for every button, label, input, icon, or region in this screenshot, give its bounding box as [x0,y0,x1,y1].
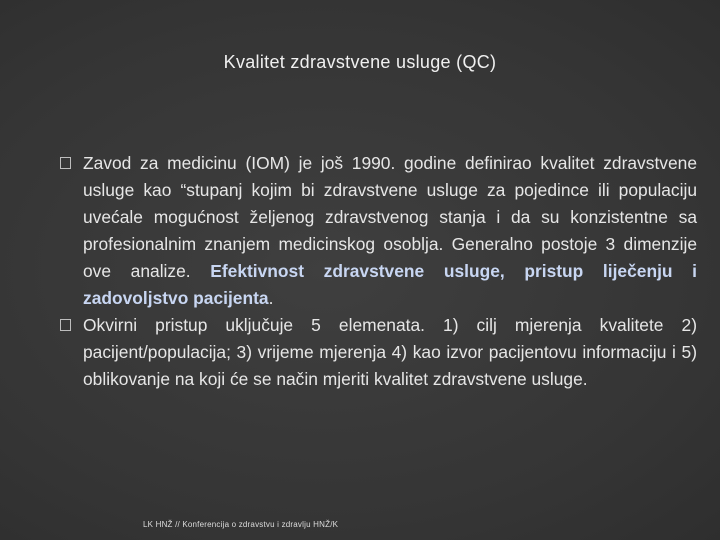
bullet-item [83,312,697,393]
bullet-text: Okvirni pristup uključuje 5 elemenata. 1) cilj mjerenja kvalitete 2) pacijent/populacija; 3) vrijeme mjerenja 4) kao izvor pacijentovu informaciju i 5) oblikovanje na koji će se način mjeriti kvalitet zdravstvene usluge. [83,315,697,389]
bullet-list [83,150,697,393]
slide-title: Kvalitet zdravstvene usluge (QC) [223,52,497,72]
bullet-item [83,150,697,312]
slide-footer: LK HNŽ // Konferencija o zdravstvu i zdravlju HNŽ/K [143,520,339,529]
square-bullet-icon [60,157,71,169]
bullet-highlight: Efektivnost zdravstvene usluge, pristup liječenju i zadovoljstvo pacijenta [83,261,697,308]
square-bullet-icon [60,319,71,331]
bullet-text: Zavod za medicinu (IOM) je još 1990. godine definirao kvalitet zdravstvene usluge kao “stupanj kojim bi zdravstvene usluge za pojedince ili populaciju uvećale mogućnost željenog zdravstvenog stanja i da su konzistentne sa profesionalnim znanjem medicinskog osoblja. Generalno postoje 3 dimenzije ove analize. [83,153,697,281]
bullet-text-end: . [268,288,274,308]
